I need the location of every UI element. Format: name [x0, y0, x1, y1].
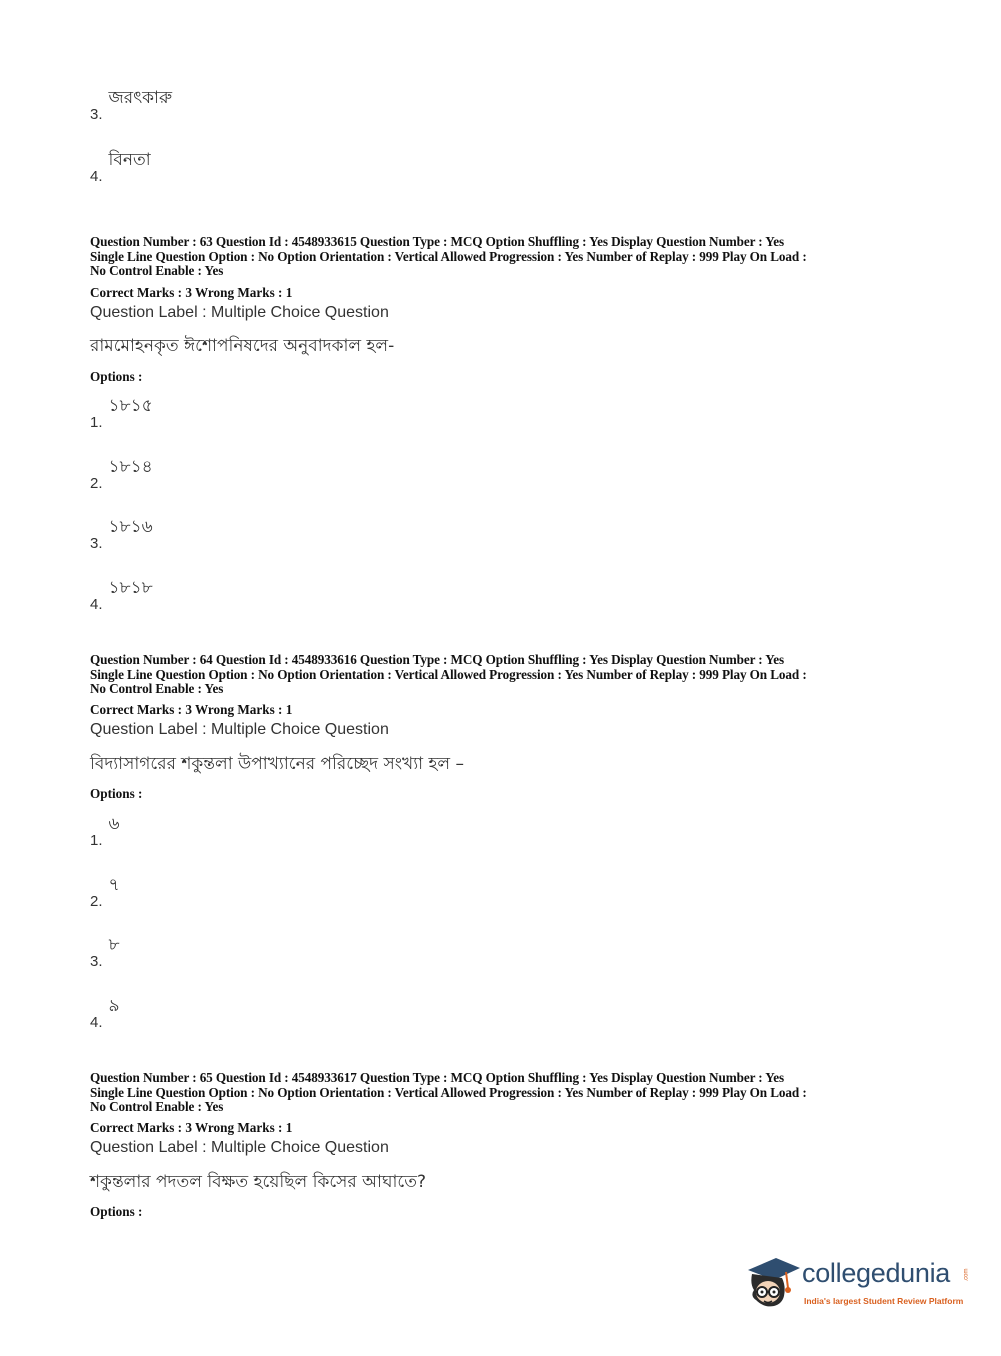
option-item	[90, 578, 153, 613]
option-item	[90, 150, 151, 185]
question-meta: Question Number : 64 Question Id : 4548933616 Question Type : MCQ Option Shuffling : Yes Display Question Number : Yes Single Line Question Option : No Option Orientation : Vertical Allowed Progression : Yes Number of Replay : 999 Play On Load : No Control Enable : Yes	[90, 652, 807, 697]
logo-suffix: .com	[963, 1268, 970, 1282]
option-number: 3.	[90, 535, 103, 552]
option-text: ৭	[108, 875, 120, 895]
option-item	[90, 996, 120, 1031]
option-number: 1.	[90, 414, 103, 431]
logo-tagline: India's largest Student Review Platform	[804, 1296, 964, 1306]
option-item	[90, 875, 120, 910]
option-text: ১৮১৫	[108, 396, 153, 416]
option-number: 4.	[90, 1014, 103, 1031]
option-text: ১৮১৮	[108, 578, 153, 598]
options-heading: Options :	[90, 1204, 143, 1219]
question-label: Question Label : Multiple Choice Question	[90, 304, 389, 321]
options-heading: Options :	[90, 369, 143, 384]
option-text: ১৮১৬	[108, 517, 153, 537]
question-label: Question Label : Multiple Choice Question	[90, 1139, 389, 1156]
option-number: 2.	[90, 893, 103, 910]
option-number: 3.	[90, 953, 103, 970]
question-meta: Question Number : 65 Question Id : 4548933617 Question Type : MCQ Option Shuffling : Yes Display Question Number : Yes Single Line Question Option : No Option Orientation : Vertical Allowed Progression : Yes Number of Replay : 999 Play On Load : No Control Enable : Yes	[90, 1070, 807, 1115]
option-text: ১৮১৪	[108, 457, 153, 477]
option-item	[90, 935, 120, 970]
option-item	[90, 814, 120, 849]
option-number: 3.	[90, 106, 103, 123]
collegedunia-logo	[742, 1250, 972, 1316]
option-item	[90, 457, 153, 492]
question-marks: Correct Marks : 3 Wrong Marks : 1	[90, 285, 293, 300]
question-text: রামমোহনকৃত ঈশোপনিষদের অনুবাদকাল হল-	[90, 336, 395, 356]
option-text: ৯	[108, 996, 120, 1016]
option-text: ৬	[108, 814, 120, 834]
option-item	[90, 396, 153, 431]
options-heading: Options :	[90, 786, 143, 801]
question-marks: Correct Marks : 3 Wrong Marks : 1	[90, 1120, 293, 1135]
option-number: 4.	[90, 168, 103, 185]
option-text: বিনতা	[108, 150, 151, 170]
question-text: বিদ্যাসাগরের শকুন্তলা উপাখ্যানের পরিচ্ছেদ সংখ্যা হল –	[90, 754, 464, 774]
logo-wordmark: collegedunia	[802, 1258, 951, 1288]
mascot-icon	[742, 1250, 802, 1310]
option-text: জরৎকারু	[108, 88, 173, 108]
option-text: ৮	[108, 935, 120, 955]
option-item	[90, 517, 153, 552]
question-text: শকুন্তলার পদতল বিক্ষত হয়েছিল কিসের আঘাতে?	[90, 1172, 427, 1192]
question-label: Question Label : Multiple Choice Question	[90, 721, 389, 738]
option-number: 1.	[90, 832, 103, 849]
option-number: 4.	[90, 596, 103, 613]
question-marks: Correct Marks : 3 Wrong Marks : 1	[90, 702, 293, 717]
option-item	[90, 88, 173, 123]
option-number: 2.	[90, 475, 103, 492]
question-meta: Question Number : 63 Question Id : 4548933615 Question Type : MCQ Option Shuffling : Yes Display Question Number : Yes Single Line Question Option : No Option Orientation : Vertical Allowed Progression : Yes Number of Replay : 999 Play On Load : No Control Enable : Yes	[90, 234, 807, 279]
